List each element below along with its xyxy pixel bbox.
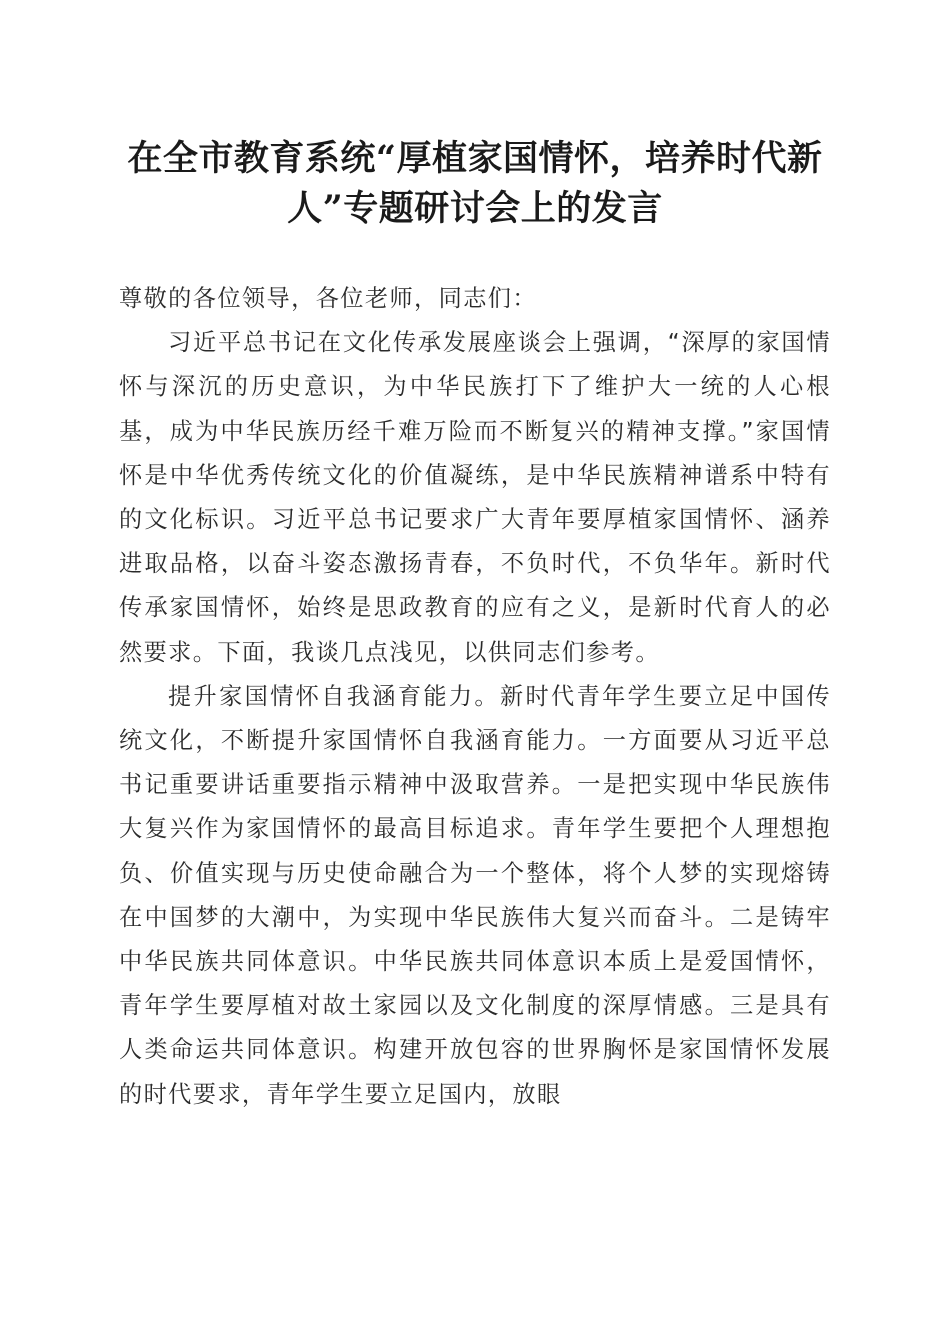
paragraph: 提升家国情怀自我涵育能力。新时代青年学生要立足中国传统文化，不断提升家国情怀自我涵育能力。一方面要从习近平总书记重要讲话重要指示精神中汲取营养。一是把实现中华民族伟大复兴作为家国情怀的最高目标追求。青年学生要把个人理想抱负、价值实现与历史使命融合为一个整体，将个人梦的实现熔铸在中国梦的大潮中，为实现中华民族伟大复兴而奋斗。二是铸牢中华民族共同体意识。中华民族共同体意识本质上是爱国情怀，青年学生要厚植对故土家园以及文化制度的深厚情感。三是具有人类命运共同体意识。构建开放包容的世界胸怀是家国情怀发展的时代要求，青年学生要立足国内，放眼 (119, 682, 831, 1108)
paragraph: 习近平总书记在文化传承发展座谈会上强调，“深厚的家国情怀与深沉的历史意识，为中华民族打下了维护大一统的人心根基，成为中华民族历经千难万险而不断复兴的精神支撑。”家国情怀是中华优秀传统文化的价值凝练，是中华民族精神谱系中特有的文化标识。习近平总书记要求广大青年要厚植家国情怀、涵养进取品格，以奋斗姿态激扬青春，不负时代，不负华年。新时代传承家国情怀，始终是思政教育的应有之义，是新时代育人的必然要求。下面，我谈几点浅见，以供同志们参考。 (119, 329, 831, 666)
document-body (119, 277, 831, 1117)
document-title: 在全市教育系统“厚植家国情怀，培养时代新人”专题研讨会上的发言 (127, 138, 823, 229)
salutation: 尊敬的各位领导，各位老师，同志们： (119, 285, 537, 312)
